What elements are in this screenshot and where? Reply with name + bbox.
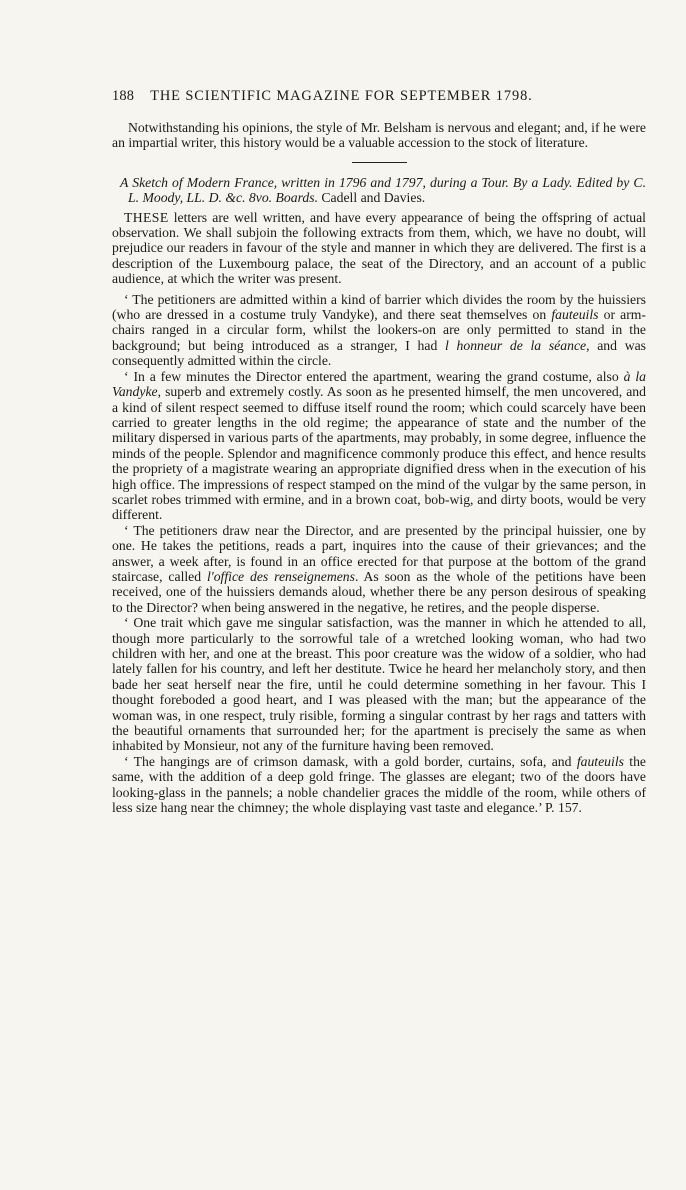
quote-5-text-a: ‘ The hangings are of crimson damask, with a gold border, curtains, sofa, and bbox=[124, 753, 577, 769]
quote-1-text-c: , and was consequently admitted within the circle. bbox=[112, 337, 646, 369]
page-number: 188 bbox=[112, 88, 135, 104]
review-title-publisher: Cadell and Davies. bbox=[321, 190, 426, 206]
quote-5-text-b: the same, with the addition of a deep gold fringe. The glasses are elegant; two of the doors have looking-glass in the pannels; a noble chandelier graces the middle of the room, while others of less size hang near the chimney; the whole displaying vast taste and elegance.’ P. 157. bbox=[112, 753, 646, 816]
quote-3-italic-1: l'office des renseignemens bbox=[206, 568, 355, 584]
quote-2-text-b: , superb and extremely costly. As soon as he presented himself, the men uncovered, and a kind of silent respect seemed to diffuse itself round the room; which could scarcely have been carried to greater lengths in the old regime; the appearance of state and the number of the military dispersed in various parts of the apartments, may probably, in some degree, influence the minds of the people. Splendor and magnificence commonly produce this effect, and hence results the propriety of a magistrate wearing an appropriate dignified dress when in the execution of his high office. The impressions of respect stamped on the mind of the vulgar by the same person, in scarlet robes trimmed with ermine, and in a brown coat, bob-wig, and dirty boots, would be very different. bbox=[112, 384, 646, 523]
review-lead-text: letters are well written, and have every appearance of being the offspring of actual observation. We shall subjoin the following extracts from them, which, we have no doubt, will prejudice our readers in favour of the style and manner in which they are delivered. The first is a description of the Luxembourg palace, the seat of the Directory, and an account of a public audience, at which the writer was present. bbox=[112, 209, 646, 287]
quote-paragraph-3 bbox=[112, 523, 646, 615]
quote-1-italic-2: l honneur de la séance bbox=[445, 337, 587, 353]
quote-2-italic-1: à la Vandyke bbox=[112, 368, 646, 400]
review-title-boards: Boards. bbox=[275, 190, 318, 206]
review-title-main: A Sketch of Modern France, written in 1796 and 1797, during a Tour. By a Lady. Edited by C. L. Moody, LL. D. &c. 8vo. bbox=[120, 174, 646, 206]
quote-paragraph-5 bbox=[112, 754, 646, 816]
quote-paragraph-2 bbox=[112, 369, 646, 523]
quote-paragraph-1 bbox=[112, 292, 646, 369]
quote-3-text-b: . As soon as the whole of the petitions have been received, one of the huissiers demands aloud, whether there be any person desirous of speaking to the Director? when being answered in the negative, he retires, and the people disperse. bbox=[112, 568, 647, 615]
quote-1-italic-1: fauteuils bbox=[551, 307, 599, 323]
section-divider bbox=[352, 162, 407, 163]
review-lead-word: THESE bbox=[124, 209, 169, 225]
intro-paragraph: Notwithstanding his opinions, the style of Mr. Belsham is nervous and elegant; and, if he were an impartial writer, this history would be a valuable accession to the stock of literature. bbox=[112, 120, 646, 151]
quote-3-text-a: ‘ The petitioners draw near the Director, and are presented by the principal huissier, one by one. He takes the petitions, reads a part, inquires into the cause of their grievances; and the answer, a week after, is found in an office erected for that purpose at the bottom of the grand staircase, called bbox=[112, 522, 646, 584]
review-title bbox=[112, 175, 646, 206]
quoted-extract bbox=[112, 292, 646, 816]
page-body bbox=[112, 120, 646, 815]
quote-5-italic-1: fauteuils bbox=[576, 753, 624, 769]
running-title: THE SCIENTIFIC MAGAZINE FOR SEPTEMBER 1798. bbox=[150, 88, 533, 104]
running-head bbox=[112, 88, 646, 105]
review-lead-paragraph bbox=[112, 210, 646, 287]
quote-2-text-a: ‘ In a few minutes the Director entered the apartment, wearing the grand costume, also bbox=[124, 368, 624, 384]
quote-1-text-b: or arm-chairs ranged in a circular form, whilst the lookers-on are only permitted to stand in the background; but being introduced as a stranger, I had bbox=[112, 307, 646, 353]
quote-1-text-a: ‘ The petitioners are admitted within a kind of barrier which divides the room by the huissiers (who are dressed in a costume truly Vandyke), and there seat themselves on bbox=[112, 291, 646, 323]
quote-paragraph-4: ‘ One trait which gave me singular satisfaction, was the manner in which he attended to all, though more particularly to the sorrowful tale of a wretched looking woman, who had two children with her, and one at the breast. This poor creature was the widow of a soldier, who had lately fallen for his country, and left her destitute. Twice he heard her melancholy story, and then bade her seat herself near the fire, until he could determine something in her favour. This I thought foreboded a good heart, and I was pleased with the man; but the appearance of the woman was, in one respect, truly risible, forming a singular contrast by her rags and tatters with the beautiful ornaments that surrounded her; for the apartment is precisely the same as when inhabited by Monsieur, not any of the furniture having been removed. bbox=[112, 615, 646, 754]
